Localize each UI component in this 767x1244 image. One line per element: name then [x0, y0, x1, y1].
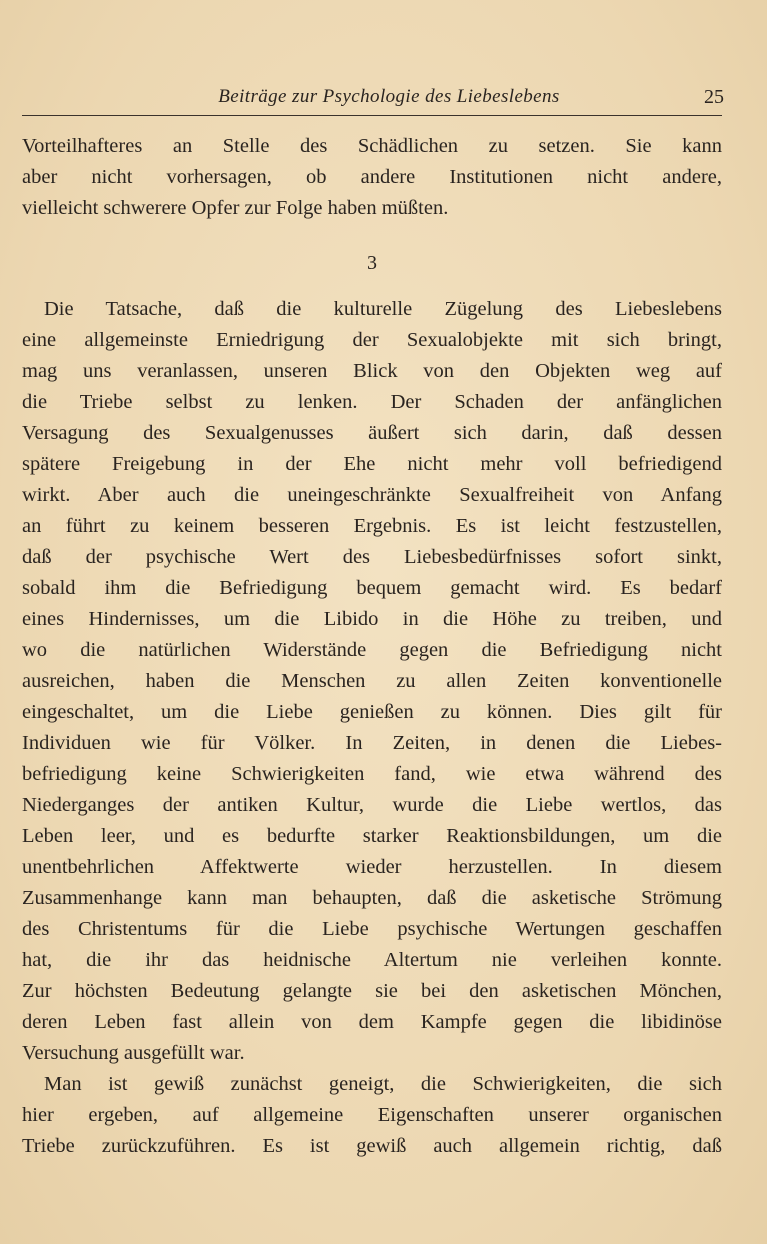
- text-line: eingeschaltet, um die Liebe genießen zu können. Dies gilt für: [22, 701, 722, 723]
- text-line: Versuchung ausgefüllt war.: [22, 1042, 245, 1064]
- text-line: Zusammenhange kann man behaupten, daß die asketische Strömung: [22, 887, 722, 909]
- text-line: Zur höchsten Bedeutung gelangte sie bei den asketischen Mönchen,: [22, 980, 722, 1002]
- text-line: Leben leer, und es bedurfte starker Reaktionsbildungen, um die: [22, 825, 722, 847]
- text-line: eine allgemeinste Erniedrigung der Sexualobjekte mit sich bringt,: [22, 329, 722, 351]
- text-line: deren Leben fast allein von dem Kampfe gegen die libidinöse: [22, 1011, 722, 1033]
- text-line: wo die natürlichen Widerstände gegen die Befriedigung nicht: [22, 639, 722, 661]
- running-title: Beiträge zur Psychologie des Liebeslebens: [218, 86, 560, 107]
- text-line: hat, die ihr das heidnische Altertum nie verleihen konnte.: [22, 949, 722, 971]
- section-number: 3: [367, 252, 377, 274]
- page-number: 25: [704, 86, 724, 108]
- text-line: wirkt. Aber auch die uneingeschränkte Sexualfreiheit von Anfang: [22, 484, 722, 506]
- text-line: aber nicht vorhersagen, ob andere Institutionen nicht andere,: [22, 166, 722, 188]
- text-line: Versagung des Sexualgenusses äußert sich darin, daß dessen: [22, 422, 722, 444]
- text-line: mag uns veranlassen, unseren Blick von den Objekten weg auf: [22, 360, 722, 382]
- body-text: [22, 131, 722, 1162]
- text-line: die Triebe selbst zu lenken. Der Schaden der anfänglichen: [22, 391, 722, 413]
- text-line: an führt zu keinem besseren Ergebnis. Es ist leicht festzustellen,: [22, 515, 722, 537]
- text-line: befriedigung keine Schwierigkeiten fand, wie etwa während des: [22, 763, 722, 785]
- header-rule: [22, 115, 722, 116]
- text-line: Individuen wie für Völker. In Zeiten, in denen die Liebes-: [22, 732, 722, 754]
- text-line: Vorteilhafteres an Stelle des Schädlichen zu setzen. Sie kann: [22, 135, 722, 157]
- text-line: ausreichen, haben die Menschen zu allen Zeiten konventionelle: [22, 670, 722, 692]
- text-line: unentbehrlichen Affektwerte wieder herzustellen. In diesem: [22, 856, 722, 878]
- text-line: hier ergeben, auf allgemeine Eigenschaften unserer organischen: [22, 1104, 722, 1126]
- text-line: daß der psychische Wert des Liebesbedürfnisses sofort sinkt,: [22, 546, 722, 568]
- text-line: spätere Freigebung in der Ehe nicht mehr voll befriedigend: [22, 453, 722, 475]
- paragraph-3: [22, 1069, 722, 1162]
- paragraph-1: [22, 131, 722, 224]
- running-head: [22, 86, 722, 116]
- text-line: Niederganges der antiken Kultur, wurde die Liebe wertlos, das: [22, 794, 722, 816]
- text-line: vielleicht schwerere Opfer zur Folge haben müßten.: [22, 197, 449, 219]
- text-line: Man ist gewiß zunächst geneigt, die Schwierigkeiten, die sich: [44, 1073, 722, 1095]
- text-line: Die Tatsache, daß die kulturelle Zügelung des Liebeslebens: [44, 298, 722, 320]
- text-line: eines Hindernisses, um die Libido in die Höhe zu treiben, und: [22, 608, 722, 630]
- text-line: des Christentums für die Liebe psychische Wertungen geschaffen: [22, 918, 722, 940]
- paragraph-2: [22, 294, 722, 1069]
- text-line: sobald ihm die Befriedigung bequem gemacht wird. Es bedarf: [22, 577, 722, 599]
- text-line: Triebe zurückzuführen. Es ist gewiß auch allgemein richtig, daß: [22, 1135, 722, 1157]
